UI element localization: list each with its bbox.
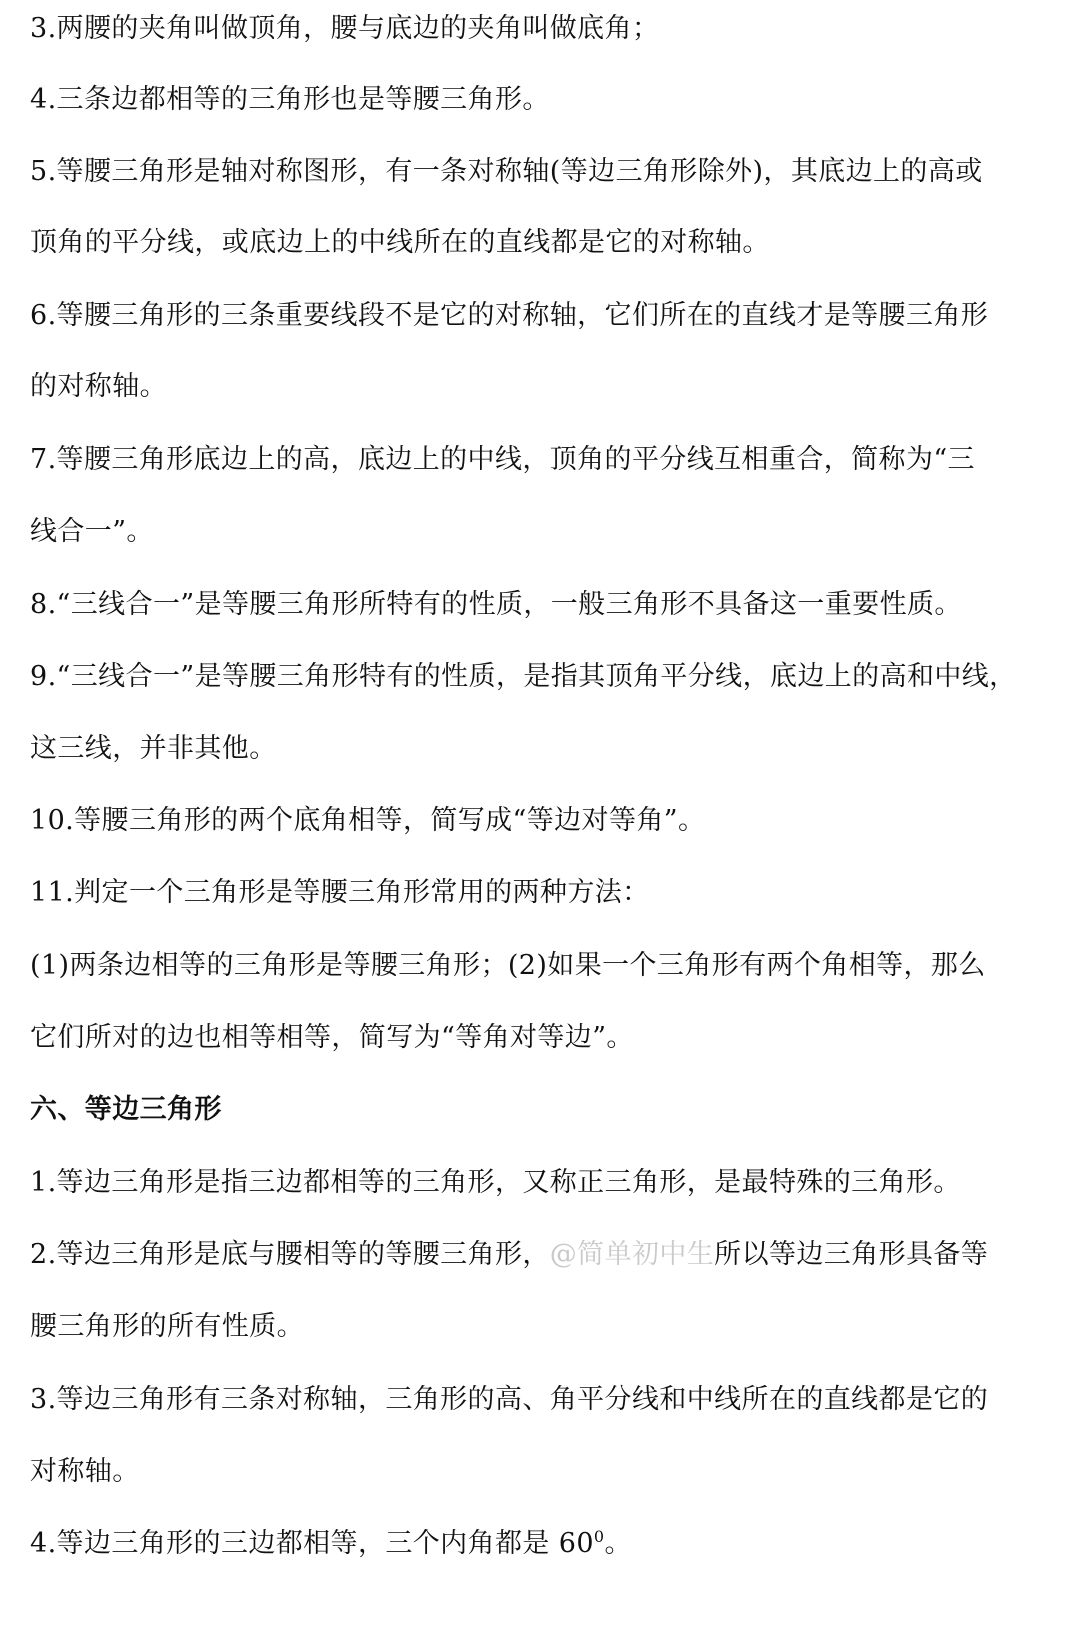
paragraph-line: 5.等腰三角形是轴对称图形，有一条对称轴(等边三角形除外)，其底边上的高或 (30, 156, 983, 187)
paragraph-line: 对称轴。 (30, 1456, 140, 1487)
paragraph-line: 6.等腰三角形的三条重要线段不是它的对称轴，它们所在的直线才是等腰三角形 (30, 300, 989, 331)
paragraph-line: 9.“三线合一”是等腰三角形特有的性质，是指其顶角平分线，底边上的高和中线， (30, 661, 1017, 692)
paragraph-line-with-superscript (30, 1527, 1060, 1561)
paragraph-line: 11.判定一个三角形是等腰三角形常用的两种方法： (30, 877, 650, 908)
paragraph-line: 3.等边三角形有三条对称轴，三角形的高、角平分线和中线所在的直线都是它的 (30, 1384, 989, 1415)
paragraph-line: 8.“三线合一”是等腰三角形所特有的性质，一般三角形不具备这一重要性质。 (30, 589, 962, 620)
paragraph-line: 4.三条边都相等的三角形也是等腰三角形。 (30, 84, 550, 115)
paragraph-line: 的对称轴。 (30, 371, 167, 402)
paragraph-line: 这三线，并非其他。 (30, 733, 277, 764)
paragraph-line: 3.两腰的夹角叫做顶角，腰与底边的夹角叫做底角； (30, 13, 660, 44)
paragraph-line-with-watermark (30, 1238, 1060, 1272)
line-end: 。 (604, 1528, 632, 1559)
paragraph-line: 7.等腰三角形底边上的高，底边上的中线，顶角的平分线互相重合，简称为“三 (30, 444, 975, 475)
line-text: 4.等边三角形的三边都相等，三个内角都是 60 (30, 1528, 594, 1559)
watermark-text: @简单初中生 (549, 1239, 715, 1270)
degree-superscript: 0 (593, 1527, 605, 1546)
paragraph-line: 10.等腰三角形的两个底角相等，简写成“等边对等角”。 (30, 805, 706, 836)
paragraph-line: 1.等边三角形是指三边都相等的三角形，又称正三角形，是最特殊的三角形。 (30, 1167, 961, 1198)
line-text: 所以等边三角形具备等 (714, 1239, 989, 1270)
paragraph-line: 它们所对的边也相等相等，简写为“等角对等边”。 (30, 1022, 634, 1053)
line-text: 2.等边三角形是底与腰相等的等腰三角形， (30, 1239, 550, 1270)
section-heading: 六、等边三角形 (30, 1094, 222, 1125)
paragraph-line: 腰三角形的所有性质。 (30, 1311, 304, 1342)
paragraph-line: 顶角的平分线，或底边上的中线所在的直线都是它的对称轴。 (30, 227, 770, 258)
paragraph-line: 线合一”。 (30, 516, 154, 547)
paragraph-line: (1)两条边相等的三角形是等腰三角形；(2)如果一个三角形有两个角相等，那么 (30, 950, 986, 981)
